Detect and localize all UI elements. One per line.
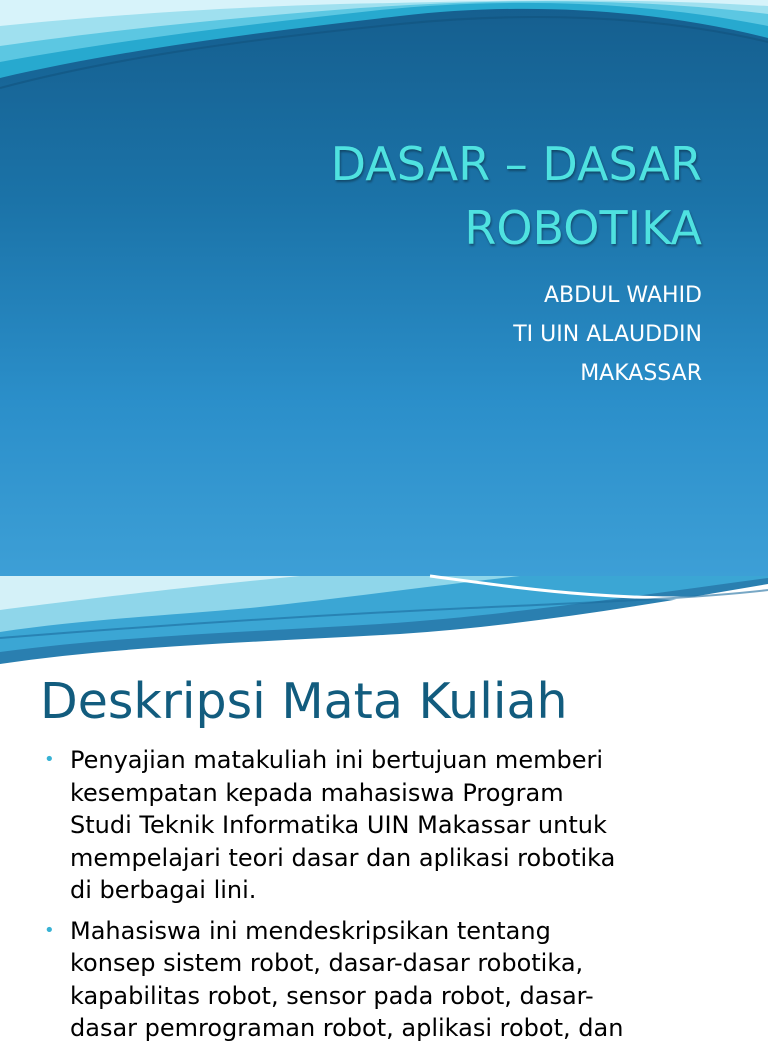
- bullet-line: Mahasiswa ini mendeskripsikan tentang: [70, 916, 551, 945]
- affiliation-line-2: MAKASSAR: [580, 361, 702, 386]
- title-line-2: ROBOTIKA: [464, 201, 702, 255]
- slide-title: [102, 132, 702, 260]
- bullet-line: kapabilitas robot, sensor pada robot, dasar-: [70, 981, 594, 1010]
- bullet-line: dasar pemrograman robot, aplikasi robot, dan: [70, 1014, 624, 1042]
- bullet-list: [44, 744, 744, 1053]
- bullet-line: Penyajian matakuliah ini bertujuan memberi: [70, 746, 603, 774]
- bullet-line: mempelajari teori dasar dan aplikasi robotika: [70, 843, 616, 872]
- wave-decoration: [0, 576, 768, 666]
- list-item: [44, 744, 744, 907]
- title-line-1: DASAR – DASAR: [330, 137, 702, 191]
- bullet-line: kesempatan kepada mahasiswa Program: [70, 778, 564, 807]
- bullet-line: Studi Teknik Informatika UIN Makassar untuk: [70, 811, 607, 839]
- slide-title: Deskripsi Mata Kuliah: [40, 673, 568, 730]
- bullet-icon: •: [44, 749, 55, 770]
- affiliation-line-1: TI UIN ALAUDDIN: [513, 322, 702, 347]
- list-item: [44, 915, 744, 1045]
- author-name: ABDUL WAHID: [543, 283, 702, 308]
- bullet-icon: •: [44, 919, 55, 941]
- content-slide: [0, 576, 768, 1042]
- slide-subtitle: [202, 276, 702, 393]
- bullet-line: konsep sistem robot, dasar-dasar robotika,: [70, 949, 584, 977]
- bullet-line: di berbagai lini.: [70, 876, 257, 904]
- wave-decoration: [0, 0, 768, 100]
